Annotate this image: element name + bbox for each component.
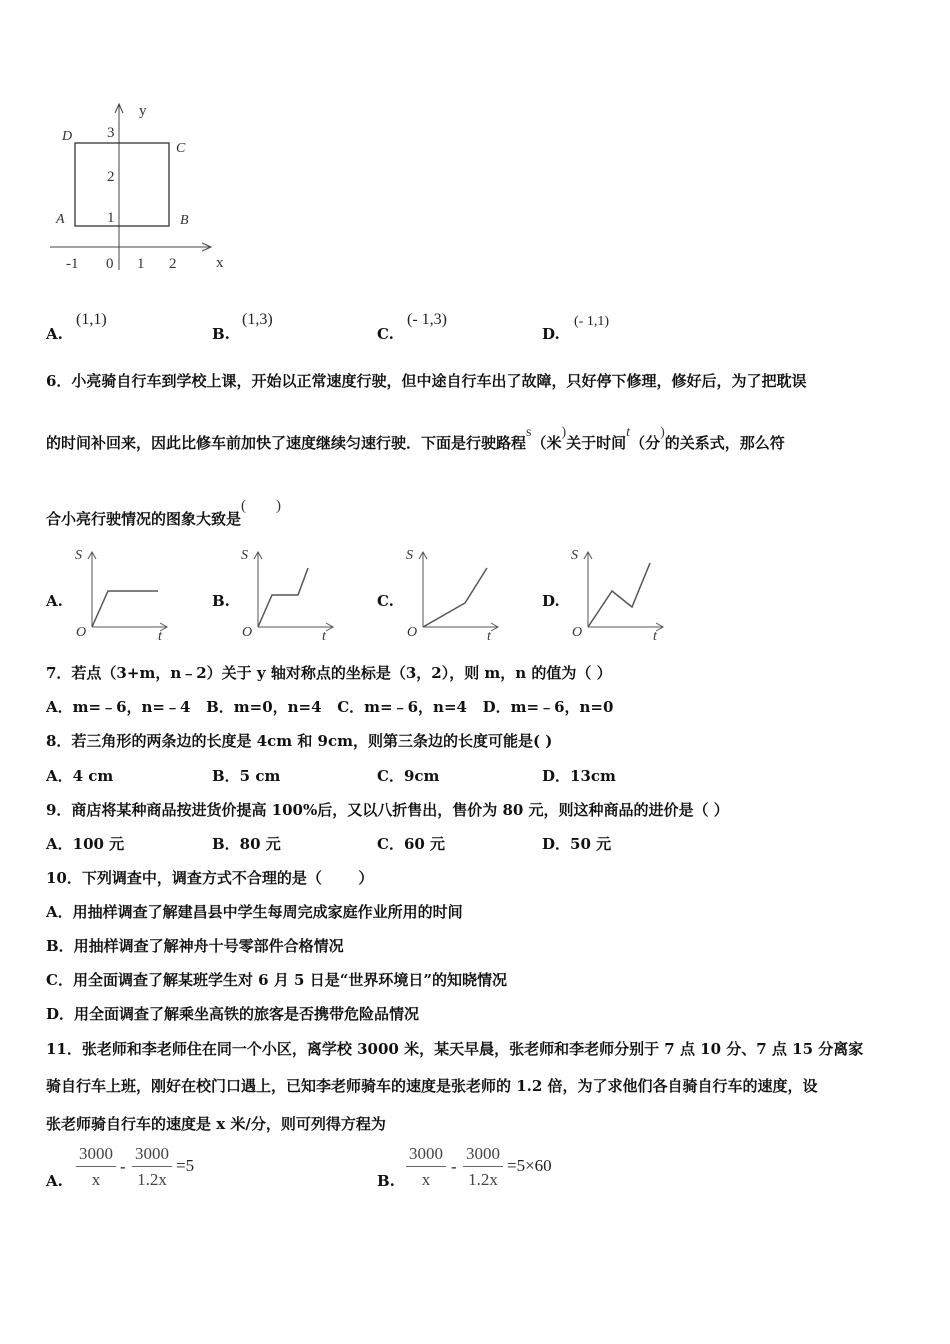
q6-stem-line1: 6．小亮骑自行车到学校上课，开始以正常速度行驶，但中途自行车出了故障，只好停下修理，修好后，为了把耽误 bbox=[46, 372, 807, 390]
q11-a-num2: 3000 bbox=[132, 1144, 172, 1167]
q10-option-b[interactable]: B．用抽样调查了解神舟十号零部件合格情况 bbox=[46, 937, 344, 955]
q6-graph-c-o: O bbox=[407, 625, 418, 640]
q6-option-b-label[interactable]: B. bbox=[212, 592, 230, 610]
q11-b-fraction-2 bbox=[463, 1144, 503, 1190]
q9-option-d[interactable]: D．50 元 bbox=[542, 835, 612, 853]
q11-option-a-label[interactable]: A. bbox=[46, 1172, 63, 1190]
y-tick-2: 2 bbox=[107, 169, 115, 185]
q9-stem: 9．商店将某种商品按进货价提高 100%后，又以八折售出，售价为 80 元，则这种商品的进价是（ ） bbox=[46, 801, 729, 819]
q11-b-den2: 1.2x bbox=[468, 1170, 498, 1189]
y-tick-3: 3 bbox=[107, 125, 115, 141]
q11-stem-line2: 骑自行车上班，刚好在校门口遇上，已知李老师骑车的速度是张老师的 1.2 倍，为了求他们各自骑自行车的速度，设 bbox=[46, 1077, 818, 1095]
point-label-d: D bbox=[62, 129, 73, 144]
q8-stem: 8．若三角形的两条边的长度是 4cm 和 9cm，则第三条边的长度可能是( ) bbox=[46, 732, 553, 750]
x-tick-1: 1 bbox=[137, 256, 145, 272]
q5-coordinate-figure bbox=[40, 95, 240, 280]
q9-option-a[interactable]: A．100 元 bbox=[46, 835, 125, 853]
q11-b-fraction-1 bbox=[406, 1144, 446, 1190]
q6-graph-c-line bbox=[423, 568, 487, 627]
x-tick-2: 2 bbox=[169, 256, 177, 272]
q5-option-c-label[interactable]: C. bbox=[377, 325, 394, 343]
point-label-c: C bbox=[176, 141, 186, 156]
q6-graph-d-line bbox=[588, 563, 650, 627]
q5-option-a-value: (1,1) bbox=[76, 311, 107, 328]
x-tick-neg1: -1 bbox=[66, 256, 79, 272]
q8-option-a[interactable]: A．4 cm bbox=[46, 767, 114, 785]
q6-answer-blank: ( ) bbox=[241, 498, 282, 514]
q10-option-a[interactable]: A．用抽样调查了解建昌县中学生每周完成家庭作业所用的时间 bbox=[46, 903, 463, 921]
q6-graph-a-s: S bbox=[75, 548, 82, 563]
x-axis bbox=[50, 243, 211, 251]
q6-graph-c-t: t bbox=[487, 629, 491, 643]
q6-graph-a[interactable] bbox=[70, 543, 175, 643]
q6-stem-line2 bbox=[46, 425, 785, 453]
square-abcd bbox=[75, 143, 169, 226]
q11-b-minus: - bbox=[451, 1157, 457, 1176]
q5-option-b-label[interactable]: B. bbox=[212, 325, 230, 343]
q11-stem-line1: 11．张老师和李老师住在同一个小区，离学校 3000 米，某天早晨，张老师和李老师分别于 7 点 10 分、7 点 15 分离家 bbox=[46, 1040, 864, 1058]
q6-option-c-label[interactable]: C. bbox=[377, 592, 394, 610]
q11-b-den1: x bbox=[421, 1170, 431, 1189]
q5-option-d-value: (- 1,1) bbox=[574, 314, 609, 329]
y-tick-1: 1 bbox=[107, 210, 115, 226]
q11-a-num1: 3000 bbox=[76, 1144, 116, 1167]
q11-option-b-label[interactable]: B. bbox=[377, 1172, 395, 1190]
q6-graph-b[interactable] bbox=[236, 543, 341, 643]
q6-graph-d-s: S bbox=[571, 548, 578, 563]
axis-x-label: x bbox=[216, 255, 224, 271]
q11-a-den1: x bbox=[91, 1170, 101, 1189]
q11-b-num2: 3000 bbox=[463, 1144, 503, 1167]
q6-var-t: t bbox=[626, 425, 631, 440]
q6-option-a-label[interactable]: A. bbox=[46, 592, 63, 610]
q10-option-c[interactable]: C．用全面调查了解某班学生对 6 月 5 日是“世界环境日”的知晓情况 bbox=[46, 971, 507, 989]
q6-graph-b-t: t bbox=[322, 629, 326, 643]
q10-option-d[interactable]: D．用全面调查了解乘坐高铁的旅客是否携带危险品情况 bbox=[46, 1005, 420, 1023]
y-axis bbox=[115, 104, 123, 270]
q6-graph-a-t: t bbox=[158, 629, 162, 643]
q10-stem: 10．下列调查中，调查方式不合理的是（ ） bbox=[46, 869, 374, 887]
q5-option-b-value: (1,3) bbox=[242, 311, 273, 328]
q11-b-rhs: =5×60 bbox=[507, 1156, 552, 1175]
q6-line2-part-b: （米 bbox=[531, 434, 562, 452]
q6-graph-b-line bbox=[258, 568, 308, 627]
q8-option-d[interactable]: D．13cm bbox=[542, 767, 616, 785]
q6-line3-text: 合小亮行驶情况的图象大致是 bbox=[46, 510, 242, 528]
q6-stem-line3 bbox=[46, 498, 282, 529]
q6-graph-c[interactable] bbox=[401, 543, 506, 643]
q6-paren-close-2: ) bbox=[660, 425, 665, 440]
q6-line2-part-a: 的时间补回来，因此比修车前加快了速度继续匀速行驶．下面是行驶路程 bbox=[46, 434, 527, 452]
q9-option-b[interactable]: B．80 元 bbox=[212, 835, 281, 853]
q6-graph-b-s: S bbox=[241, 548, 248, 563]
q7-stem: 7．若点（3+m，n﹣2）关于 y 轴对称点的坐标是（3，2），则 m，n 的值为（ ） bbox=[46, 664, 612, 682]
q9-option-c[interactable]: C．60 元 bbox=[377, 835, 446, 853]
q8-option-c[interactable]: C．9cm bbox=[377, 767, 440, 785]
q11-a-den2: 1.2x bbox=[137, 1170, 167, 1189]
q5-option-d-label[interactable]: D. bbox=[542, 325, 560, 343]
q6-graph-c-s: S bbox=[406, 548, 413, 563]
q5-option-a-label[interactable]: A. bbox=[46, 325, 63, 343]
point-label-b: B bbox=[180, 213, 189, 228]
q6-line2-part-e: 的关系式，那么符 bbox=[664, 434, 785, 452]
q6-graph-a-line bbox=[92, 591, 158, 627]
q6-line2-part-c: 关于时间 bbox=[566, 434, 627, 452]
q11-stem-line3: 张老师骑自行车的速度是 x 米/分，则可列得方程为 bbox=[46, 1115, 386, 1133]
q6-line2-part-d: （分 bbox=[630, 434, 661, 452]
axis-y-label: y bbox=[139, 103, 147, 119]
q6-graph-d-t: t bbox=[653, 629, 657, 643]
q6-graph-b-o: O bbox=[242, 625, 253, 640]
q11-b-num1: 3000 bbox=[406, 1144, 446, 1167]
q6-option-d-label[interactable]: D. bbox=[542, 592, 560, 610]
q5-option-c-value: (- 1,3) bbox=[407, 311, 447, 328]
q11-a-fraction-1 bbox=[76, 1144, 116, 1190]
q8-option-b[interactable]: B．5 cm bbox=[212, 767, 281, 785]
point-label-a: A bbox=[56, 212, 65, 227]
q11-a-minus: - bbox=[120, 1157, 126, 1176]
q6-paren-close-1: ) bbox=[561, 425, 567, 440]
q7-options[interactable]: A．m=﹣6，n=﹣4 B．m=0，n=4 C．m=﹣6，n=4 D．m=﹣6，n=0 bbox=[46, 698, 614, 716]
q6-graph-d-o: O bbox=[572, 625, 583, 640]
q6-graph-a-o: O bbox=[76, 625, 87, 640]
q11-a-rhs: =5 bbox=[176, 1156, 195, 1175]
q11-a-fraction-2 bbox=[132, 1144, 172, 1190]
q6-graph-d[interactable] bbox=[566, 543, 671, 643]
x-tick-0: 0 bbox=[106, 256, 114, 272]
q6-var-s: s bbox=[526, 425, 532, 440]
